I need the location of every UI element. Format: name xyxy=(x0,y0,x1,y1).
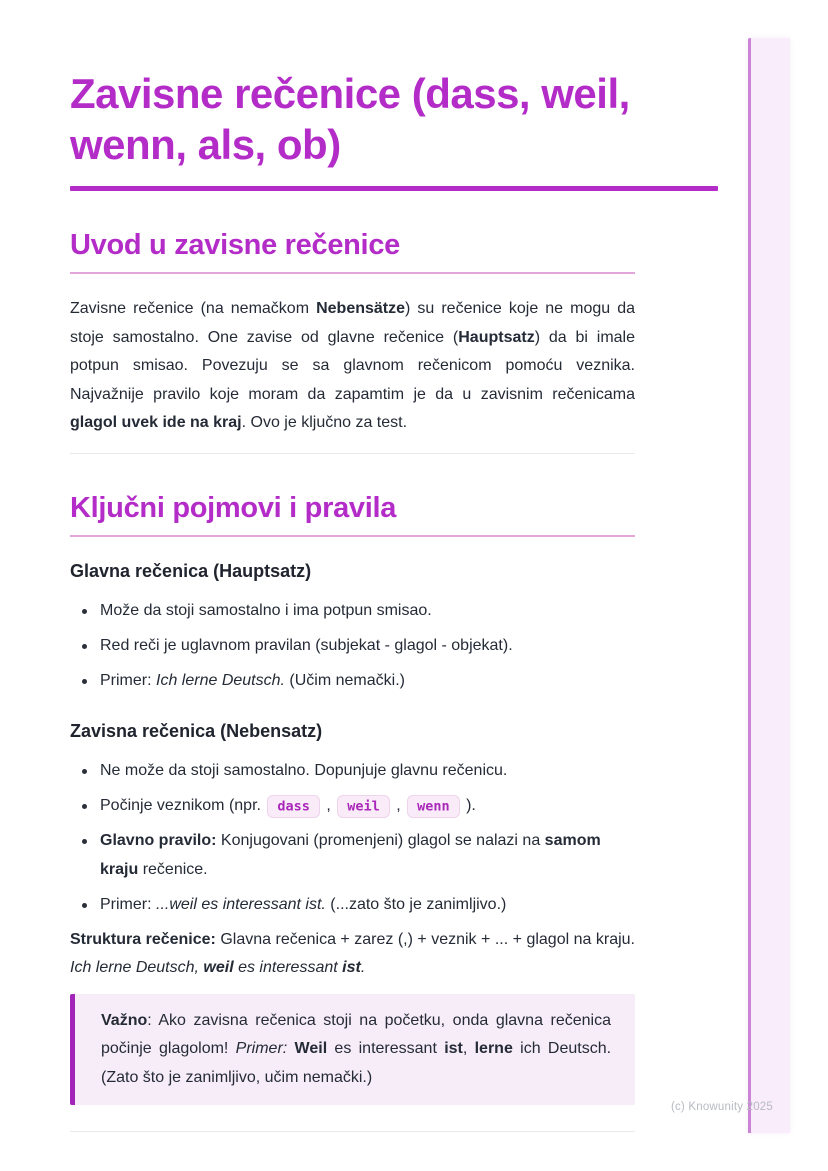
section-kljucni-pojmovi xyxy=(70,490,718,1133)
code-chip: weil xyxy=(337,795,390,818)
subheading-glavna-recenica: Glavna rečenica (Hauptsatz) xyxy=(70,560,312,581)
title-rule xyxy=(70,186,718,191)
callout-text: Važno: Ako zavisna rečenica stoji na početku, onda glavna rečenica počinje glagolom! Primer: Weil es interessant ist, lerne ich Deutsch. (Zato što je zanimljivo, učim nemački.) xyxy=(101,1011,612,1086)
code-chip: wenn xyxy=(407,795,460,818)
section-heading-uvod: Uvod u zavisne rečenice xyxy=(70,229,400,261)
heading-underline xyxy=(70,272,635,274)
subheading-zavisna-recenica: Zavisna rečenica (Nebensatz) xyxy=(70,721,323,741)
list-item: Primer: ...weil es interessant ist. (...zato što je zanimljivo.) xyxy=(70,891,635,920)
page-title: Zavisne rečenice (dass, weil, wenn, als, ob) xyxy=(70,70,630,168)
list-item: Glavno pravilo: Konjugovani (promenjeni) glagol se nalazi na samom kraju rečenice. xyxy=(70,827,635,884)
structure-paragraph: Struktura rečenice: Glavna rečenica + zarez (,) + veznik + ... + glagol na kraju. Ich lerne Deutsch, weil es interessant ist. xyxy=(70,930,635,976)
next-page-edge-strip xyxy=(748,38,790,1133)
bullet-list-zavisna xyxy=(70,757,635,919)
list-item: Počinje veznikom (npr. dass , weil , wenn ). xyxy=(70,792,635,821)
list-item: Može da stoji samostalno i ima potpun smisao. xyxy=(70,597,635,626)
list-item: Red reči je uglavnom pravilan (subjekat - glagol - objekat). xyxy=(70,632,635,661)
section-heading-kljucni: Ključni pojmovi i pravila xyxy=(70,491,397,524)
heading-underline xyxy=(70,535,635,537)
watermark: (c) Knowunity 2025 xyxy=(670,1101,773,1113)
intro-paragraph: Zavisne rečenice (na nemačkom Nebensätze) su rečenice koje ne mogu da stoje samostalno. One zavise od glavne rečenice (Hauptsatz) da bi imale potpun smisao. Povezuju se sa glavnom rečenicom pomoću veznika. Najvažnije pravilo koje moram da zapamtim je da u zavisnim rečenicama glagol uvek ide na kraj. Ovo je ključno za test. xyxy=(70,300,636,431)
section-divider xyxy=(70,1131,635,1132)
section-uvod xyxy=(70,227,718,454)
section-divider xyxy=(70,453,635,454)
code-chip: dass xyxy=(267,795,320,818)
important-callout xyxy=(70,994,635,1106)
document-content xyxy=(70,0,718,1132)
list-item: Primer: Ich lerne Deutsch. (Učim nemački.) xyxy=(70,667,635,696)
list-item: Ne može da stoji samostalno. Dopunjuje glavnu rečenicu. xyxy=(70,757,635,786)
bullet-list-glavna xyxy=(70,597,635,696)
